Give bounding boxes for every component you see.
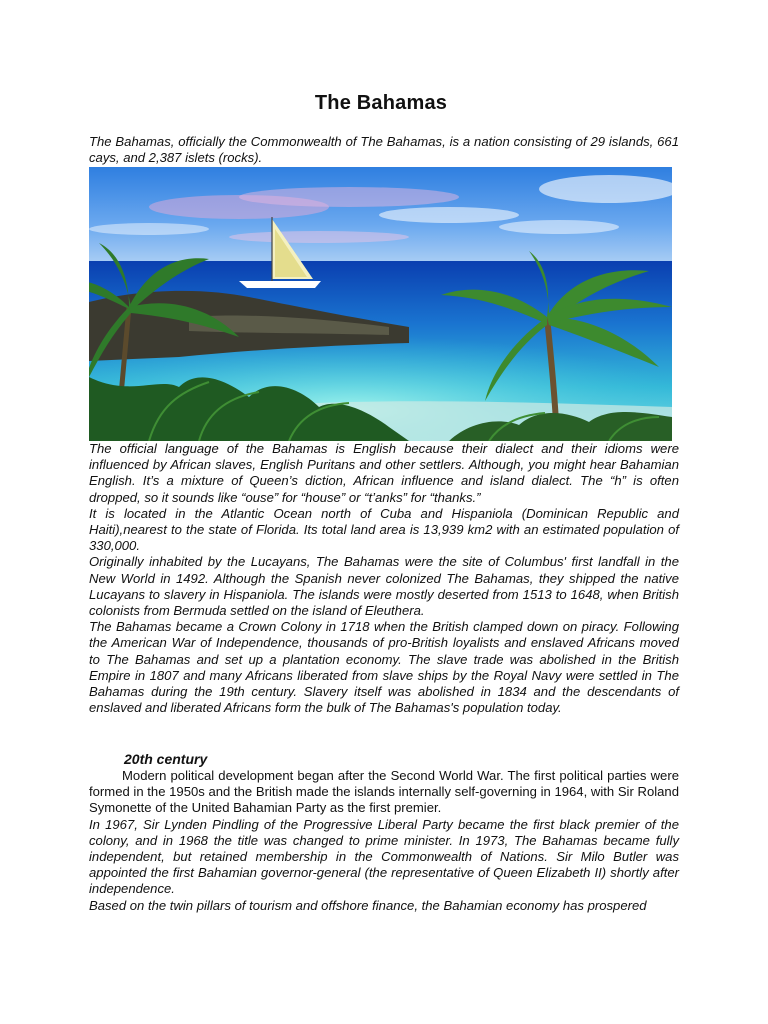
section-heading: 20th century (124, 751, 208, 767)
paragraph-independence: In 1967, Sir Lynden Pindling of the Progressive Liberal Party became the first black premier of the colony, and in 1968 the title was changed to prime minister. In 1973, The Bahamas became fully independent, but retained membership in the Commonwealth of Nations. Sir Milo Butler was appointed the first Bahamian governor-general (the representative of Queen Elizabeth II) shortly after independence. (89, 816, 679, 897)
page-title: The Bahamas (314, 92, 448, 114)
paragraph-history: Originally inhabited by the Lucayans, The Bahamas were the site of Columbus' first landfall in the New World in 1492. Although the Spanish never colonized The Bahamas, they shipped the native Lucayans to slavery in Hispaniola. The islands were mostly deserted from 1513 to 1648, when British colonists from Bermuda settled on the island of Eleuthera. (89, 554, 679, 619)
paragraph-location: It is located in the Atlantic Ocean north of Cuba and Hispaniola (Dominican Republic and Haiti),nearest to the state of Florida. Its total land area is 13,939 km2 with an estimated population of 330,000. (89, 505, 679, 554)
paragraph-political-development: Modern political development began after the Second World War. The first political parties were formed in the 1950s and the British made the islands internally self-governing in 1964, with Sir Roland Symonette of the United Bahamian Party as the first premier. (89, 768, 679, 816)
tropical-beach-photo (89, 167, 672, 441)
body-text-block (89, 441, 679, 716)
intro-paragraph: The Bahamas, officially the Commonwealth of The Bahamas, is a nation consisting of 29 islands, 661 cays, and 2,387 islets (rocks). (89, 134, 679, 166)
paragraph-crown-colony: The Bahamas became a Crown Colony in 1718 when the British clamped down on piracy. Following the American War of Independence, thousands of pro-British loyalists and enslaved Africans moved to The Bahamas and set up a plantation economy. The slave trade was abolished in the British Empire in 1807 and many Africans liberated from slave ships by the Royal Navy were settled in The Bahamas during the 19th century. Slavery itself was abolished in 1834 and the descendants of enslaved and liberated Africans form the bulk of The Bahamas's population today. (89, 619, 679, 716)
paragraph-language: The official language of the Bahamas is English because their dialect and their idioms were influenced by African slaves, English Puritans and other settlers. Although, you might hear Bahamian English. It’s a mixture of Queen’s diction, African influence and island dialect. The “h” is often dropped, so it sounds like “ouse” for “house” or “t’anks” for “thanks.” (89, 441, 679, 505)
section-body (89, 768, 679, 914)
paragraph-economy: Based on the twin pillars of tourism and offshore finance, the Bahamian economy has prospered (89, 897, 647, 913)
